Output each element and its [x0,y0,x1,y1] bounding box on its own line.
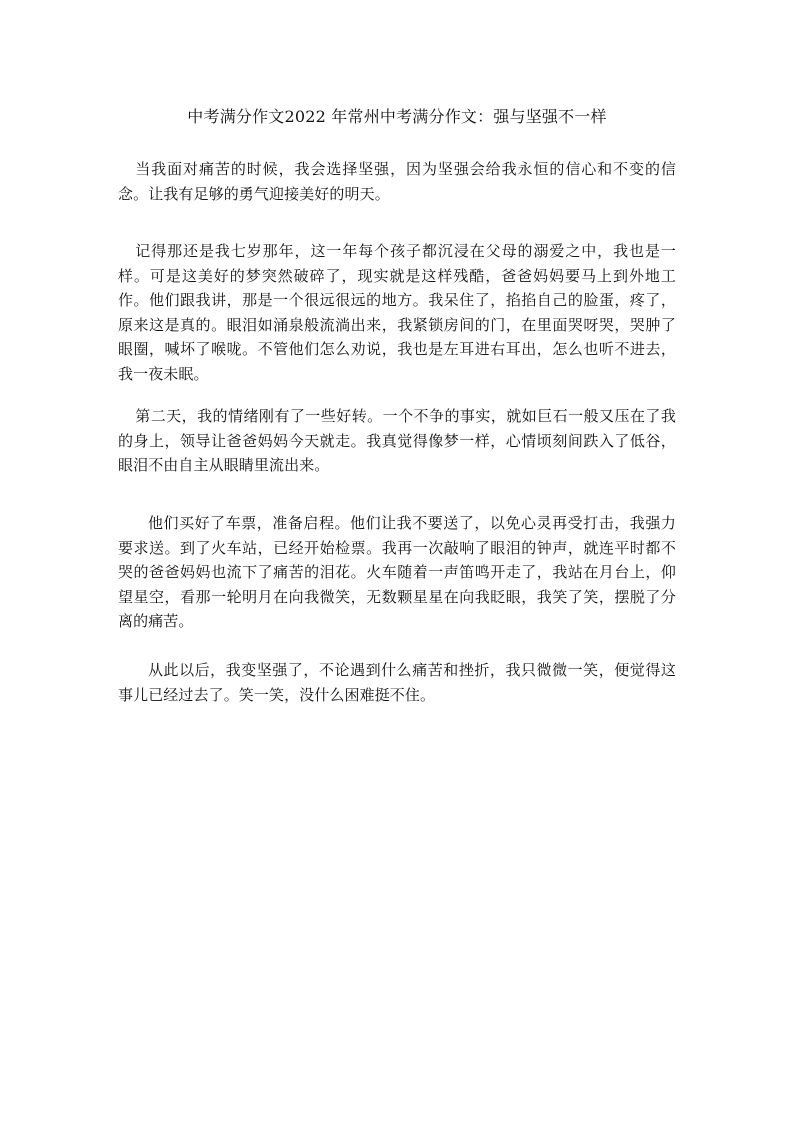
paragraph-4: 他们买好了车票，准备启程。他们让我不要送了，以免心灵再受打击，我强力要求送。到了火车站，已经开始检票。我再一次敲响了眼泪的钟声，就连平时都不哭的爸爸妈妈也流下了痛苦的泪花。火车随着一声笛鸣开走了，我站在月台上，仰望星空，看那一轮明月在向我微笑，无数颗星星在向我眨眼，我笑了笑，摆脱了分离的痛苦。 [118,514,676,630]
document-title: 中考满分作文2022 年常州中考满分作文：强与坚强不一样 [187,107,607,126]
paragraph-1: 当我面对痛苦的时候，我会选择坚强，因为坚强会给我永恒的信心和不变的信念。让我有足够的勇气迎接美好的明天。 [118,160,676,203]
paragraph-2: 记得那还是我七岁那年，这一年每个孩子都沉浸在父母的溺爱之中，我也是一样。可是这美好的梦突然破碎了，现实就是这样残酷，爸爸妈妈要马上到外地工作。他们跟我讲，那是一个很远很远的地方。我呆住了，掐掐自己的脸蛋，疼了，原来这是真的。眼泪如涌泉般流淌出来，我紧锁房间的门，在里面哭呀哭，哭肿了眼圈，喊坏了喉咙。不管他们怎么劝说，我也是左耳进右耳出，怎么也听不进去，我一夜未眠。 [118,242,676,383]
paragraph-5: 从此以后，我变坚强了，不论遇到什么痛苦和挫折，我只微微一笑，便觉得这事儿已经过去了。笑一笑，没什么困难挺不住。 [118,661,676,704]
paragraph-3: 第二天，我的情绪刚有了一些好转。一个不争的事实，就如巨石一般又压在了我的身上，领导让爸爸妈妈今天就走。我真觉得像梦一样，心情顷刻间跌入了低谷，眼泪不由自主从眼睛里流出来。 [118,407,676,474]
